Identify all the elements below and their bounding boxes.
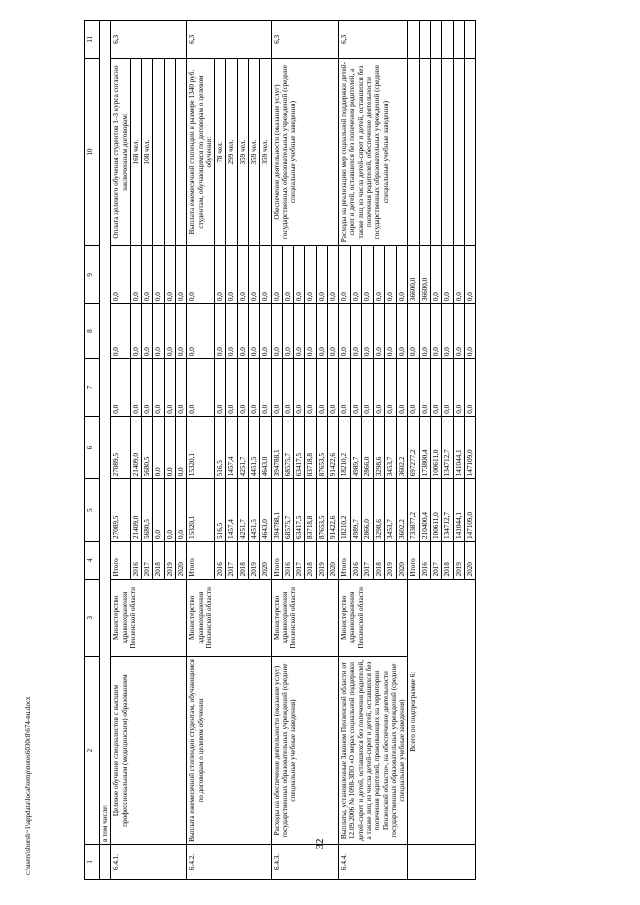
value-col9: 0,0 bbox=[271, 246, 282, 304]
year-cell: 2017 bbox=[362, 541, 374, 579]
indicator-empty bbox=[442, 58, 453, 246]
value-col9: 0,0 bbox=[339, 246, 351, 304]
col11-empty bbox=[419, 21, 430, 59]
value-col9: 0,0 bbox=[396, 246, 408, 304]
value-total: 0,0 bbox=[164, 479, 175, 542]
col11-empty bbox=[464, 21, 475, 59]
value-col9: 0,0 bbox=[362, 246, 374, 304]
item-name: Расходы на обеспечение деятельности (оказание услуг) государственных образовательных учреждений (средние специальные учебные заведения) bbox=[271, 657, 339, 845]
value-col7: 0,0 bbox=[350, 359, 362, 417]
value-total: 18210,2 bbox=[339, 479, 351, 542]
indicator-empty bbox=[419, 58, 430, 246]
item-number: 6.4.4. bbox=[339, 844, 408, 879]
value-col7: 0,0 bbox=[431, 359, 442, 417]
year-cell: 2020 bbox=[327, 541, 338, 579]
value-regional: 4451,5 bbox=[248, 416, 259, 479]
year-cell: 2017 bbox=[226, 541, 237, 579]
value-col8: 0,0 bbox=[130, 304, 141, 359]
value-total: 2866,0 bbox=[362, 479, 374, 542]
year-cell: 2019 bbox=[453, 541, 464, 579]
indicator-cell: Расходы на реализацию мер социальной поддержки детей-сирот и детей, оставшихся без попечения родителей, а также лиц из числа детей-сирот и детей, оставшихся без попечения родителей, обеспечение деятельности государственных образовательных учреждений (средние специальные учебные заведения) bbox=[339, 58, 408, 246]
value-col8: 0,0 bbox=[419, 304, 430, 359]
value-col7: 0,0 bbox=[282, 359, 293, 417]
value-col8: 0,0 bbox=[385, 304, 397, 359]
value-col9: 0,0 bbox=[464, 246, 475, 304]
col11-cell: 6,3 bbox=[339, 21, 408, 59]
value-col7: 0,0 bbox=[362, 359, 374, 417]
value-total: 21409,0 bbox=[130, 479, 141, 542]
value-total: 4643,0 bbox=[260, 479, 271, 542]
value-total: 87653,5 bbox=[316, 479, 327, 542]
indicator-cell: 359 чел. bbox=[260, 58, 271, 246]
value-col8: 0,0 bbox=[248, 304, 259, 359]
value-total: 1457,4 bbox=[226, 479, 237, 542]
value-total: 15320,1 bbox=[187, 479, 215, 542]
value-regional: 3298,6 bbox=[373, 416, 385, 479]
intro-label: в том числе: bbox=[100, 21, 111, 845]
column-number-row bbox=[85, 21, 100, 880]
value-regional: 0,0 bbox=[164, 416, 175, 479]
value-regional: 83718,8 bbox=[305, 416, 316, 479]
value-total: 91422,6 bbox=[327, 479, 338, 542]
item-number: 6.4.1. bbox=[111, 844, 187, 879]
value-col9: 0,0 bbox=[385, 246, 397, 304]
value-col9: 0,0 bbox=[130, 246, 141, 304]
indicator-cell: Обеспечение деятельности (оказание услуг) государственных образовательных учреждений (средние специальные учебные заведения) bbox=[271, 58, 339, 246]
value-regional: 147109,0 bbox=[464, 416, 475, 479]
indicator-cell bbox=[175, 58, 186, 246]
year-cell: 2016 bbox=[350, 541, 362, 579]
indicator-cell: 299 чел. bbox=[226, 58, 237, 246]
col-header: 2 bbox=[85, 657, 100, 845]
year-cell: 2016 bbox=[282, 541, 293, 579]
value-col8: 0,0 bbox=[260, 304, 271, 359]
indicator-cell: 108 чел. bbox=[142, 58, 153, 246]
value-regional: 4251,7 bbox=[237, 416, 248, 479]
col-header: 3 bbox=[85, 579, 100, 657]
value-total: 141044,1 bbox=[453, 479, 464, 542]
table-body bbox=[100, 21, 476, 880]
col-header: 9 bbox=[85, 246, 100, 304]
table-row bbox=[271, 21, 282, 880]
value-regional: 0,0 bbox=[175, 416, 186, 479]
value-col9: 36600,0 bbox=[419, 246, 430, 304]
value-col8: 0,0 bbox=[327, 304, 338, 359]
rotated-table-container bbox=[84, 20, 584, 880]
indicator-cell: 168 чел. bbox=[130, 58, 141, 246]
indicator-empty bbox=[431, 58, 442, 246]
col11-empty bbox=[442, 21, 453, 59]
year-cell: 2018 bbox=[442, 541, 453, 579]
value-total: 3453,7 bbox=[385, 479, 397, 542]
value-regional: 87653,5 bbox=[316, 416, 327, 479]
value-total: 3298,6 bbox=[373, 479, 385, 542]
col11-cell: 6,3 bbox=[271, 21, 339, 59]
item-number: 6.4.2. bbox=[187, 844, 271, 879]
item-number: 6.4.3. bbox=[271, 844, 339, 879]
file-path-footer: c:\users\sborsh~1\appdata\local\temp\notes6030c8\674-nu.docx bbox=[24, 696, 32, 875]
value-col9: 0,0 bbox=[282, 246, 293, 304]
value-col8: 0,0 bbox=[362, 304, 374, 359]
col11-empty bbox=[408, 21, 419, 59]
value-regional: 3453,7 bbox=[385, 416, 397, 479]
year-cell: 2018 bbox=[153, 541, 164, 579]
indicator-empty bbox=[408, 58, 419, 246]
value-regional: 27089,5 bbox=[111, 416, 131, 479]
value-col8: 0,0 bbox=[316, 304, 327, 359]
value-col7: 0,0 bbox=[419, 359, 430, 417]
value-regional: 91422,6 bbox=[327, 416, 338, 479]
value-col7: 0,0 bbox=[373, 359, 385, 417]
value-regional: 21409,0 bbox=[130, 416, 141, 479]
value-total: 27089,5 bbox=[111, 479, 131, 542]
year-cell: 2020 bbox=[260, 541, 271, 579]
value-col9: 0,0 bbox=[431, 246, 442, 304]
col-header: 10 bbox=[85, 58, 100, 246]
value-regional: 0,0 bbox=[153, 416, 164, 479]
indicator-cell: Выплата ежемесячной стипендии в размере 1340 руб. студентам, обучающимся по договорам о целевом обучении: bbox=[187, 58, 215, 246]
value-col7: 0,0 bbox=[464, 359, 475, 417]
year-cell: 2018 bbox=[305, 541, 316, 579]
value-total: 0,0 bbox=[153, 479, 164, 542]
program-table bbox=[84, 20, 476, 880]
year-cell: Итого bbox=[271, 541, 282, 579]
value-regional: 516,5 bbox=[215, 416, 226, 479]
total-row bbox=[408, 21, 419, 880]
col-header: 8 bbox=[85, 304, 100, 359]
value-col7: 0,0 bbox=[305, 359, 316, 417]
value-col7: 0,0 bbox=[226, 359, 237, 417]
year-cell: 2020 bbox=[464, 541, 475, 579]
col-header: 6 bbox=[85, 416, 100, 479]
value-col7: 0,0 bbox=[215, 359, 226, 417]
year-cell: 2019 bbox=[316, 541, 327, 579]
value-col7: 0,0 bbox=[248, 359, 259, 417]
value-col7: 0,0 bbox=[271, 359, 282, 417]
value-col9: 0,0 bbox=[153, 246, 164, 304]
value-regional: 4643,0 bbox=[260, 416, 271, 479]
table-row bbox=[339, 21, 351, 880]
item-executor: Министерство здравоохранения Пензенской области bbox=[187, 579, 271, 657]
value-total: 100611,0 bbox=[431, 479, 442, 542]
indicator-empty bbox=[453, 58, 464, 246]
year-cell: 2016 bbox=[419, 541, 430, 579]
value-col8: 0,0 bbox=[294, 304, 305, 359]
indicator-cell bbox=[153, 58, 164, 246]
value-col7: 0,0 bbox=[111, 359, 131, 417]
value-regional: 1457,4 bbox=[226, 416, 237, 479]
value-total: 516,5 bbox=[215, 479, 226, 542]
item-executor: Министерство здравоохранения Пензенской области bbox=[271, 579, 339, 657]
value-col7: 0,0 bbox=[316, 359, 327, 417]
value-col9: 0,0 bbox=[373, 246, 385, 304]
value-col7: 0,0 bbox=[385, 359, 397, 417]
value-total: 5680,5 bbox=[142, 479, 153, 542]
value-col7: 0,0 bbox=[237, 359, 248, 417]
indicator-cell: 359 чел. bbox=[248, 58, 259, 246]
value-total: 394788,1 bbox=[271, 479, 282, 542]
col11-cell: 6,3 bbox=[111, 21, 187, 59]
col-header: 4 bbox=[85, 541, 100, 579]
value-col8: 0,0 bbox=[408, 304, 419, 359]
indicator-empty bbox=[464, 58, 475, 246]
indicator-cell bbox=[164, 58, 175, 246]
year-cell: Итого bbox=[187, 541, 215, 579]
value-col9: 0,0 bbox=[187, 246, 215, 304]
value-total: 733877,2 bbox=[408, 479, 419, 542]
value-total: 68575,7 bbox=[282, 479, 293, 542]
col-header: 7 bbox=[85, 359, 100, 417]
value-col8: 0,0 bbox=[464, 304, 475, 359]
value-total: 83718,8 bbox=[305, 479, 316, 542]
value-col9: 0,0 bbox=[350, 246, 362, 304]
value-col9: 0,0 bbox=[294, 246, 305, 304]
value-col7: 0,0 bbox=[453, 359, 464, 417]
value-col8: 0,0 bbox=[237, 304, 248, 359]
value-col9: 0,0 bbox=[142, 246, 153, 304]
value-col7: 0,0 bbox=[260, 359, 271, 417]
value-col8: 0,0 bbox=[373, 304, 385, 359]
intro-row bbox=[100, 21, 111, 880]
value-col8: 0,0 bbox=[453, 304, 464, 359]
value-col8: 0,0 bbox=[431, 304, 442, 359]
value-col9: 0,0 bbox=[248, 246, 259, 304]
value-total: 4251,7 bbox=[237, 479, 248, 542]
value-regional: 134712,7 bbox=[442, 416, 453, 479]
value-col9: 0,0 bbox=[327, 246, 338, 304]
year-cell: 2017 bbox=[431, 541, 442, 579]
value-col9: 0,0 bbox=[237, 246, 248, 304]
value-col8: 0,0 bbox=[271, 304, 282, 359]
item-name: Целевое обучение специалистов с высшим профессиональным (медицинским) образованием bbox=[111, 657, 187, 845]
year-cell: 2016 bbox=[130, 541, 141, 579]
value-regional: 5680,5 bbox=[142, 416, 153, 479]
value-col8: 0,0 bbox=[282, 304, 293, 359]
col11-empty bbox=[453, 21, 464, 59]
indicator-cell: Оплата целевого обучения студентов 1–3 курса согласно заключенным договорам: bbox=[111, 58, 131, 246]
value-col7: 0,0 bbox=[153, 359, 164, 417]
value-col7: 0,0 bbox=[327, 359, 338, 417]
value-col8: 0,0 bbox=[305, 304, 316, 359]
value-col9: 0,0 bbox=[442, 246, 453, 304]
year-cell: 2020 bbox=[396, 541, 408, 579]
value-regional: 15320,1 bbox=[187, 416, 215, 479]
value-col7: 0,0 bbox=[175, 359, 186, 417]
year-cell: 2019 bbox=[385, 541, 397, 579]
value-total: 147109,0 bbox=[464, 479, 475, 542]
item-executor: Министерство здравоохранения Пензенской области bbox=[339, 579, 408, 657]
value-regional: 141044,1 bbox=[453, 416, 464, 479]
year-cell: 2020 bbox=[175, 541, 186, 579]
value-regional: 173800,4 bbox=[419, 416, 430, 479]
year-cell: 2016 bbox=[215, 541, 226, 579]
value-total: 134712,7 bbox=[442, 479, 453, 542]
value-col7: 0,0 bbox=[187, 359, 215, 417]
item-name: Выплата ежемесячной стипендии студентам, обучающимся по договорам о целевом обучении bbox=[187, 657, 271, 845]
value-col9: 0,0 bbox=[226, 246, 237, 304]
value-col7: 0,0 bbox=[130, 359, 141, 417]
value-col9: 0,0 bbox=[175, 246, 186, 304]
year-cell: 2017 bbox=[294, 541, 305, 579]
value-regional: 2866,0 bbox=[362, 416, 374, 479]
year-cell: Итого bbox=[408, 541, 419, 579]
year-cell: 2019 bbox=[248, 541, 259, 579]
value-total: 4989,7 bbox=[350, 479, 362, 542]
value-regional: 68575,7 bbox=[282, 416, 293, 479]
value-regional: 4989,7 bbox=[350, 416, 362, 479]
value-col8: 0,0 bbox=[164, 304, 175, 359]
value-col7: 0,0 bbox=[294, 359, 305, 417]
value-col7: 0,0 bbox=[442, 359, 453, 417]
total-label: Всего по подпрограмме 6: bbox=[408, 579, 476, 844]
value-col8: 0,0 bbox=[215, 304, 226, 359]
value-col9: 0,0 bbox=[215, 246, 226, 304]
value-regional: 394788,1 bbox=[271, 416, 282, 479]
value-regional: 100611,0 bbox=[431, 416, 442, 479]
item-executor: Министерство здравоохранения Пензенской области bbox=[111, 579, 187, 657]
value-regional: 3602,2 bbox=[396, 416, 408, 479]
year-cell: 2018 bbox=[237, 541, 248, 579]
value-col8: 0,0 bbox=[396, 304, 408, 359]
table-row bbox=[187, 21, 215, 880]
value-col8: 0,0 bbox=[187, 304, 215, 359]
value-col9: 0,0 bbox=[111, 246, 131, 304]
value-col7: 0,0 bbox=[339, 359, 351, 417]
value-regional: 18210,2 bbox=[339, 416, 351, 479]
col-header: 11 bbox=[85, 21, 100, 59]
value-col9: 0,0 bbox=[305, 246, 316, 304]
value-regional: 63417,5 bbox=[294, 416, 305, 479]
year-cell: 2018 bbox=[373, 541, 385, 579]
value-col9: 0,0 bbox=[260, 246, 271, 304]
value-col9: 0,0 bbox=[453, 246, 464, 304]
value-total: 4451,5 bbox=[248, 479, 259, 542]
value-col9: 0,0 bbox=[164, 246, 175, 304]
value-col8: 0,0 bbox=[111, 304, 131, 359]
value-col7: 0,0 bbox=[396, 359, 408, 417]
value-regional: 697277,2 bbox=[408, 416, 419, 479]
indicator-cell: 359 чел. bbox=[237, 58, 248, 246]
value-total: 210400,4 bbox=[419, 479, 430, 542]
page-number: 32 bbox=[314, 838, 326, 850]
col-header: 5 bbox=[85, 479, 100, 542]
value-col9: 36600,0 bbox=[408, 246, 419, 304]
value-col7: 0,0 bbox=[164, 359, 175, 417]
indicator-cell: 78 чел. bbox=[215, 58, 226, 246]
year-cell: Итого bbox=[111, 541, 131, 579]
value-col9: 0,0 bbox=[316, 246, 327, 304]
value-col8: 0,0 bbox=[350, 304, 362, 359]
value-col8: 0,0 bbox=[142, 304, 153, 359]
col-header: 1 bbox=[85, 844, 100, 879]
value-col8: 0,0 bbox=[339, 304, 351, 359]
value-total: 0,0 bbox=[175, 479, 186, 542]
value-total: 63417,5 bbox=[294, 479, 305, 542]
value-col7: 0,0 bbox=[408, 359, 419, 417]
value-col8: 0,0 bbox=[175, 304, 186, 359]
value-col8: 0,0 bbox=[442, 304, 453, 359]
year-cell: 2019 bbox=[164, 541, 175, 579]
col11-cell: 6,3 bbox=[187, 21, 271, 59]
year-cell: Итого bbox=[339, 541, 351, 579]
value-col8: 0,0 bbox=[226, 304, 237, 359]
value-total: 3602,2 bbox=[396, 479, 408, 542]
table-row bbox=[111, 21, 131, 880]
value-col7: 0,0 bbox=[142, 359, 153, 417]
year-cell: 2017 bbox=[142, 541, 153, 579]
col11-empty bbox=[431, 21, 442, 59]
total-empty bbox=[408, 844, 476, 879]
value-col8: 0,0 bbox=[153, 304, 164, 359]
item-name: Выплаты, установленные Законом Пензенской области от 12.09.2006 № 1098-ЗПО «О мерах социальной поддержки детей-сирот и детей, оставшихся без попечения родителей, а также лиц из числа детей-сирот и детей, оставшихся без попечения родителей, проживающих на территории Пензенской области», на обеспечение деятельности государственных образовательных учреждений (средние специальные учебные заведения) bbox=[339, 657, 408, 845]
